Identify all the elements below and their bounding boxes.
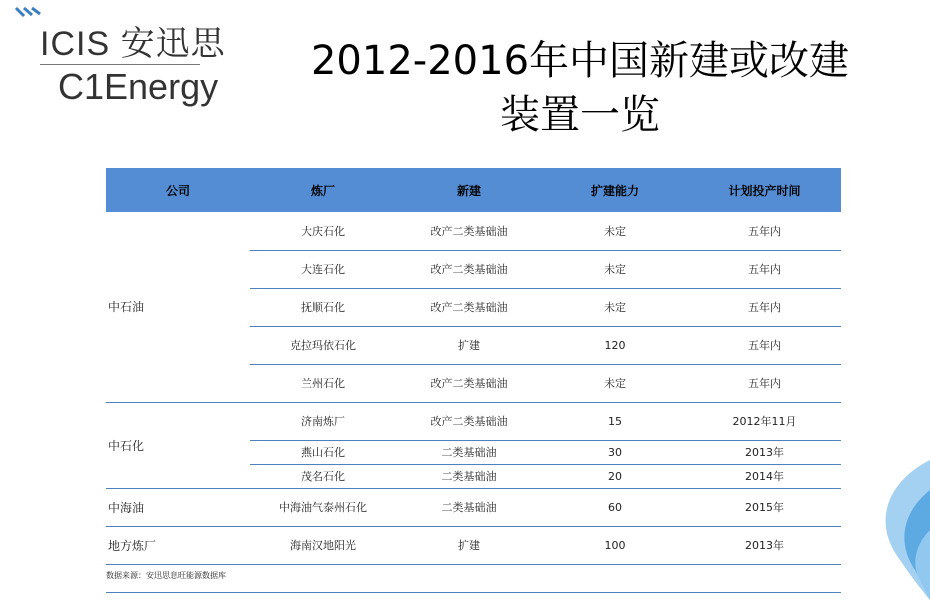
project-cell: 二类基础油 — [396, 440, 542, 464]
table-header-row — [106, 168, 841, 212]
capacity-cell: 60 — [542, 488, 688, 526]
schedule-cell: 五年内 — [688, 326, 841, 364]
project-cell: 二类基础油 — [396, 464, 542, 488]
company-cell: 中海油 — [106, 488, 250, 526]
decorative-swirl-icon — [850, 460, 930, 600]
header-schedule: 计划投产时间 — [688, 168, 841, 212]
header-refinery: 炼厂 — [250, 168, 396, 212]
capacity-cell: 120 — [542, 326, 688, 364]
schedule-cell: 2015年 — [688, 488, 841, 526]
table-bottom-rule — [106, 592, 841, 593]
schedule-cell: 2013年 — [688, 526, 841, 564]
project-cell: 扩建 — [396, 326, 542, 364]
logo-text-icis: ICIS 安迅思 — [40, 25, 226, 63]
capacity-cell: 15 — [542, 402, 688, 440]
data-source-note: 数据来源：安迅思息旺能源数据库 — [106, 571, 226, 580]
project-cell: 改产二类基础油 — [396, 212, 542, 250]
project-cell: 改产二类基础油 — [396, 364, 542, 402]
capacity-cell: 未定 — [542, 364, 688, 402]
refinery-cell: 抚顺石化 — [250, 288, 396, 326]
company-cell: 中石化 — [106, 402, 250, 488]
capacity-cell: 20 — [542, 464, 688, 488]
schedule-cell: 2012年11月 — [688, 402, 841, 440]
refinery-cell: 大庆石化 — [250, 212, 396, 250]
project-cell: 改产二类基础油 — [396, 288, 542, 326]
logo-text-c1energy: C1Energy — [58, 66, 219, 107]
schedule-cell: 五年内 — [688, 288, 841, 326]
table-row — [106, 526, 841, 564]
schedule-cell: 五年内 — [688, 212, 841, 250]
project-cell: 改产二类基础油 — [396, 402, 542, 440]
schedule-cell: 五年内 — [688, 250, 841, 288]
table-row — [106, 488, 841, 526]
refinery-cell: 茂名石化 — [250, 464, 396, 488]
company-cell: 地方炼厂 — [106, 526, 250, 564]
page-title-line2: 装置一览 — [500, 92, 660, 138]
schedule-cell: 五年内 — [688, 364, 841, 402]
project-cell: 二类基础油 — [396, 488, 542, 526]
refinery-cell: 中海油气泰州石化 — [250, 488, 396, 526]
table-row — [106, 212, 841, 250]
page-title — [250, 34, 910, 142]
refinery-cell: 海南汉地阳光 — [250, 526, 396, 564]
logo — [14, 6, 224, 116]
header-project: 新建 — [396, 168, 542, 212]
refinery-cell: 济南炼厂 — [250, 402, 396, 440]
project-cell: 扩建 — [396, 526, 542, 564]
schedule-cell: 2013年 — [688, 440, 841, 464]
refinery-cell: 燕山石化 — [250, 440, 396, 464]
logo-divider — [40, 64, 200, 65]
company-cell: 中石油 — [106, 212, 250, 402]
capacity-cell: 未定 — [542, 250, 688, 288]
header-company: 公司 — [106, 168, 250, 212]
capacity-table — [106, 168, 841, 565]
refinery-cell: 大连石化 — [250, 250, 396, 288]
capacity-cell: 未定 — [542, 288, 688, 326]
capacity-cell: 100 — [542, 526, 688, 564]
page-title-line1: 2012-2016年中国新建或改建 — [310, 38, 850, 84]
capacity-cell: 30 — [542, 440, 688, 464]
project-cell: 改产二类基础油 — [396, 250, 542, 288]
refinery-cell: 克拉玛依石化 — [250, 326, 396, 364]
header-capacity: 扩建能力 — [542, 168, 688, 212]
capacity-cell: 未定 — [542, 212, 688, 250]
refinery-cell: 兰州石化 — [250, 364, 396, 402]
schedule-cell: 2014年 — [688, 464, 841, 488]
table-row — [106, 402, 841, 440]
